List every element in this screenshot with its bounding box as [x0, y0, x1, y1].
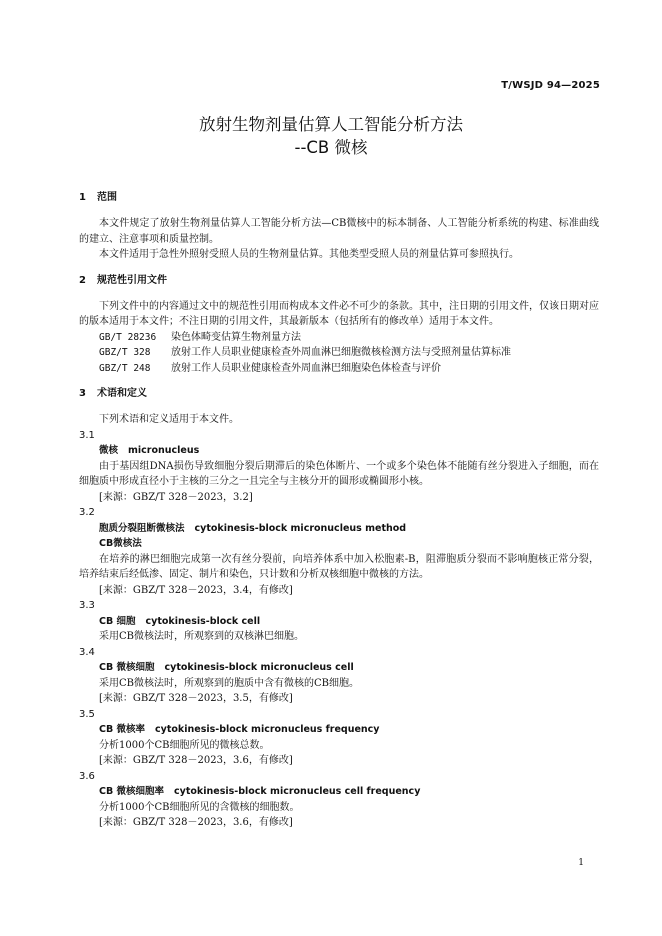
term-heading [79, 722, 599, 738]
reference-title: 染色体畸变估算生物剂量方法 [171, 331, 301, 343]
term-zh: 胞质分裂阻断微核法 [99, 522, 185, 534]
term-alt: CB微核法 [99, 538, 142, 549]
section-heading-normative [79, 273, 599, 289]
normative-intro: 下列文件中的内容通过文中的规范性引用而构成本文件必不可少的条款。其中，注日期的引用文件，仅该日期对应的版本适用于本文件；不注日期的引用文件，其最新版本（包括所有的修改单）适用于本文件。 [79, 300, 599, 327]
term-definition: 采用CB微核法时，所观察到的胞质中含有微核的CB细胞。 [99, 677, 359, 689]
term-source: [来源：GBZ/T 328－2023，3.2] [99, 491, 253, 503]
term-heading [79, 443, 599, 459]
section-heading-scope [79, 190, 599, 206]
term-source: [来源：GBZ/T 328－2023，3.4，有修改] [99, 584, 293, 596]
scope-paragraph: 本文件适用于急性外照射受照人员的生物剂量估算。其他类型受照人员的剂量估算可参照执行。 [99, 249, 519, 260]
reference-item [79, 345, 599, 361]
term-number: 3.5 [79, 708, 95, 720]
document-number: T/WSJD 94—2025 [501, 80, 600, 91]
term-number: 3.1 [79, 429, 95, 441]
section-title: 范围 [97, 192, 117, 203]
page-number: 1 [578, 858, 584, 868]
term-number: 3.4 [79, 646, 95, 658]
term-en: cytokinesis-block cell [145, 615, 261, 627]
term-definition: 在培养的淋巴细胞完成第一次有丝分裂前，向培养体系中加入松胞素-B，阻滞胞质分裂而不影响胞核正常分裂，培养结束后经低渗、固定、制片和染色，只计数和分析双核细胞中微核的方法。 [79, 553, 599, 580]
term-zh: CB 细胞 [99, 615, 136, 627]
term-definition: 分析1000个CB细胞所见的含微核的细胞数。 [99, 801, 300, 813]
term-en: cytokinesis-block micronucleus frequency [155, 724, 380, 735]
section-number: 2 [79, 274, 86, 286]
term-source: [来源：GBZ/T 328－2023，3.6，有修改] [99, 755, 293, 766]
term-number: 3.2 [79, 507, 95, 518]
section-number: 3 [79, 388, 86, 399]
term-en: cytokinesis-block micronucleus method [194, 522, 407, 534]
reference-code: GB/T 28236 [99, 331, 157, 343]
term-en: cytokinesis-block micronucleus cell [164, 662, 354, 673]
term-heading [79, 784, 599, 800]
term-number: 3.6 [79, 770, 95, 782]
document-subtitle: --CB 微核 [294, 138, 368, 157]
section-heading-terms [79, 386, 599, 402]
terms-intro: 下列术语和定义适用于本文件。 [99, 414, 239, 425]
section-number: 1 [79, 192, 86, 203]
term-source: [来源：GBZ/T 328－2023，3.5，有修改] [99, 693, 293, 704]
term-zh: 微核 [99, 445, 119, 456]
term-en: cytokinesis-block micronucleus cell frequency [174, 786, 421, 797]
section-title: 规范性引用文件 [97, 274, 167, 286]
term-zh: CB 微核率 [99, 724, 146, 735]
reference-item [79, 361, 599, 377]
term-heading [79, 614, 599, 630]
term-heading [79, 521, 599, 537]
scope-paragraph: 本文件规定了放射生物剂量估算人工智能分析方法—CB微核中的标本制备、人工智能分析系统的构建、标准曲线的建立、注意事项和质量控制。 [79, 218, 599, 245]
reference-item [79, 330, 599, 346]
document-title: 放射生物剂量估算人工智能分析方法 [199, 115, 463, 134]
reference-title: 放射工作人员职业健康检查外周血淋巴细胞染色体检查与评价 [171, 362, 441, 374]
term-en: micronucleus [128, 445, 200, 456]
reference-code: GBZ/T 328 [99, 347, 151, 358]
term-definition: 由于基因组DNA损伤导致细胞分裂后期滞后的染色体断片、一个或多个染色体不能随有丝分裂进入子细胞，而在细胞质中形成直径小于主核的三分之一且完全与主核分开的圆形或椭圆形小核。 [79, 460, 599, 487]
document-body [79, 190, 599, 831]
term-source: [来源：GBZ/T 328－2023，3.6，有修改] [99, 817, 293, 828]
term-number: 3.3 [79, 600, 95, 611]
term-heading [79, 660, 599, 676]
reference-title: 放射工作人员职业健康检查外周血淋巴细胞微核检测方法与受照剂量估算标准 [171, 347, 511, 358]
reference-code: GBZ/T 248 [99, 362, 151, 374]
term-definition: 分析1000个CB细胞所见的微核总数。 [99, 739, 270, 751]
section-title: 术语和定义 [97, 388, 147, 399]
term-zh: CB 微核细胞率 [99, 786, 165, 797]
term-definition: 采用CB微核法时，所观察到的双核淋巴细胞。 [99, 631, 304, 642]
term-zh: CB 微核细胞 [99, 662, 155, 673]
